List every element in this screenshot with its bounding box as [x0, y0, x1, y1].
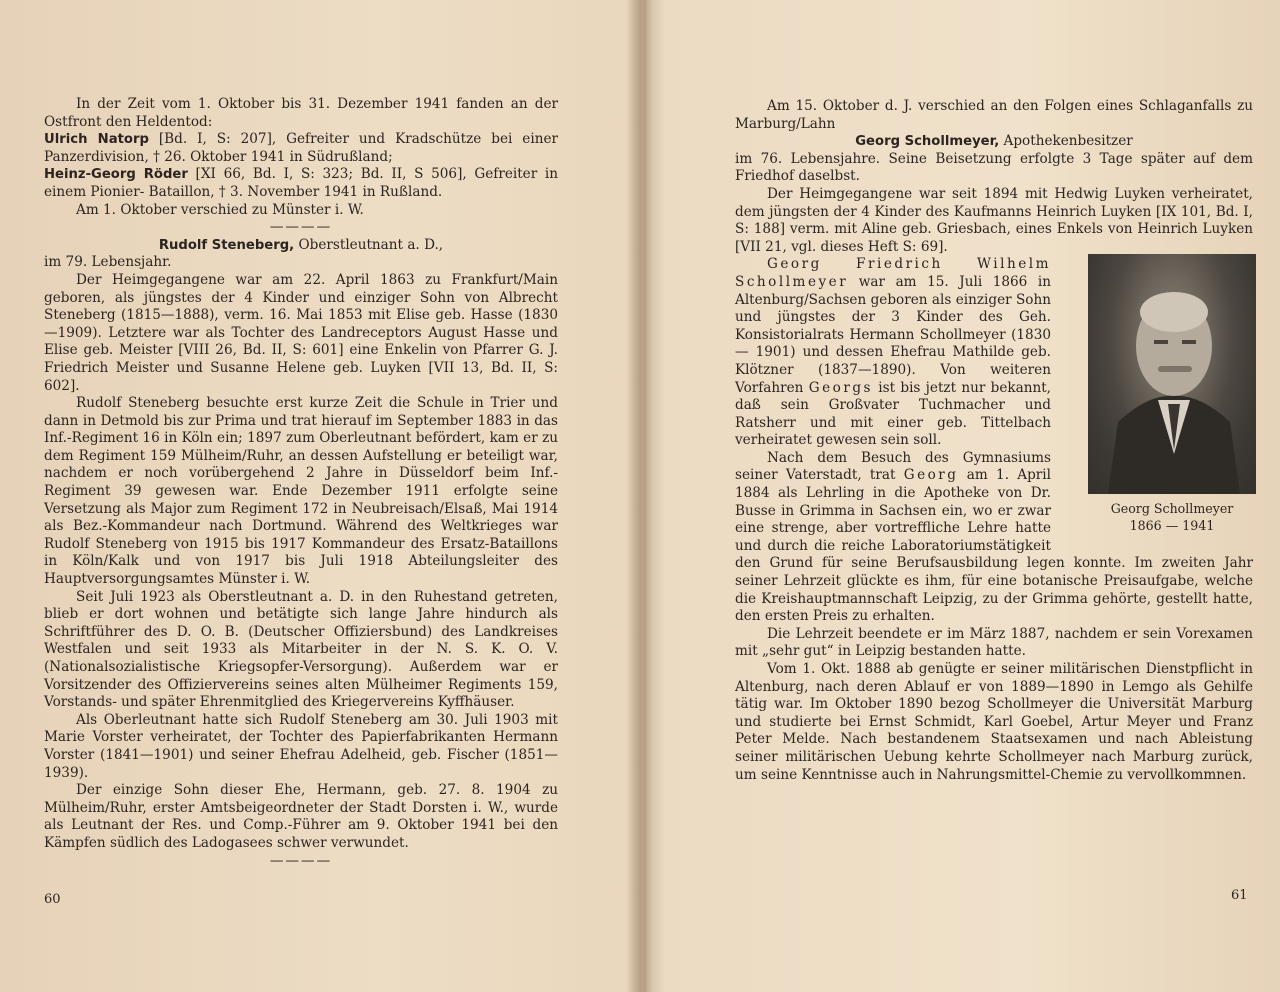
- section-rule: ————: [269, 219, 333, 236]
- fallen-entry: [44, 131, 558, 166]
- spaced-name: Georg: [903, 467, 959, 484]
- fallen-details: [XI 66, Bd. I, S: 323; Bd. II, S 506], Gefreiter in einem Pionier- Bataillon, † 3. November 1941 in Rußland.: [44, 166, 558, 200]
- fallen-details: [Bd. I, S: 207], Gefreiter und Kradschütze bei einer Panzerdivision, † 26. Oktober 1941 in Südrußland;: [44, 131, 558, 165]
- body-paragraph: Als Oberleutnant hatte sich Rudolf Steneberg am 30. Juli 1903 mit Marie Vorster verheiratet, der Tochter des Papierfabrikanten Hermann Vorster (1841—1901) und seiner Ehefrau Adelheid, geb. Fischer (1851—1939).: [44, 711, 558, 781]
- spaced-name: Georgs: [808, 379, 873, 396]
- body-paragraph: Seit Juli 1923 als Oberstleutnant a. D. in den Ruhestand getreten, blieb er dort wohnen und betätigte sich lange Jahre hindurch als Schriftführer des D. O. B. (Deutscher Offiziersbund) des Landkreises Westfalen und seit 1933 als Mitarbeiter in der N. S. K. O. V. (Nationalsozialistische Kriegsopfer-Versorgung). Außerdem war er Vorsitzender des Offiziervereins seines alten Mülheimer Regiments 159, Vorstands- und später Ehrenmitglied des Kriegervereins Kyffhäuser.: [44, 588, 558, 711]
- right-page: [645, 0, 1280, 992]
- fallen-name: Ulrich Natorp: [44, 132, 149, 148]
- body-paragraph: Vom 1. Okt. 1888 ab genügte er seiner militärischen Dienstpflicht in Altenburg, nach deren Ablauf er von 1889—1890 in Lemgo als Gehilfe tätig war. Im Oktober 1890 bezog Schollmeyer die Universität Marburg und studierte bei Ernst Schmidt, Karl Goebel, Artur Meyer und Franz Peter Melde. Nach bestandenem Staatsexamen und nach Ableistung seiner militärischen Uebung kehrte Schollmeyer nach Marburg zurück, um seine Kenntnisse auch in Nahrungsmittel-Chemie zu vervollkommnen.: [735, 661, 1253, 783]
- page-number: 61: [1231, 888, 1248, 903]
- deceased-title: Oberstleutnant a. D.,: [294, 236, 444, 253]
- intro-paragraph: In der Zeit vom 1. Oktober bis 31. Dezember 1941 fanden an der Ostfront den Heldentod:: [44, 96, 558, 130]
- body-text: Nach dem Besuch des Gymnasiums seiner Vaterstadt, trat: [735, 449, 1051, 484]
- spaced-name: Georg Friedrich Wilhelm Schollmeyer: [735, 256, 1051, 290]
- deceased-title: Apothekenbesitzer: [999, 133, 1133, 150]
- right-page-text: [735, 98, 1253, 784]
- left-page-text: [44, 96, 558, 870]
- portrait-figure: [1079, 254, 1265, 534]
- portrait-caption-name: Georg Schollmeyer: [1110, 501, 1234, 517]
- deceased-name: Georg Schollmeyer,: [855, 134, 1000, 150]
- death-notice-intro: Am 15. Oktober d. J. verschied an den Folgen eines Schlaganfalls zu Marburg/Lahn: [735, 98, 1253, 132]
- portrait-photo: [1088, 254, 1256, 494]
- section-rule: ————: [269, 852, 333, 869]
- body-paragraph: Die Lehrzeit beendete er im März 1887, nachdem er sein Vorexamen mit „sehr gut“ in Leipzig bestanden hatte.: [735, 625, 1253, 660]
- page-number: 60: [44, 892, 61, 907]
- body-text: war am 15. Juli 1866 in Altenburg/Sachsen geboren als einziger Sohn und jüngstes der 3 Kinder des Geh. Konsistorialrats Hermann Schollmeyer (1830 — 1901) und dessen Ehefrau Mathilde geb. Klötzner (1837—1890). Von weiteren Vorfahren: [735, 273, 1051, 396]
- fallen-entry: [44, 166, 558, 201]
- body-text: am 1. April 1884 als Lehrling in die Apotheke von Dr. Busse in Grimma in Sachsen ein, wo er zwar eine strenge, aber vortreffliche Lehre hatte und durch die reiche Laboratoriumstätigkeit den Grund für seine Berufsausbildung legen konnte. Im zweiten Jahr seiner Lehrzeit glückte es ihm, für eine botanische Preisaufgabe, welche die Kreishauptmannschaft Leipzig, zu der Grimma gehörte, gestellt hatte, den ersten Preis zu erhalten.: [735, 467, 1253, 625]
- body-paragraph: im 76. Lebensjahre. Seine Beisetzung erfolgte 3 Tage später auf dem Friedhof daselbst.: [735, 150, 1253, 185]
- body-paragraph: Der einzige Sohn dieser Ehe, Hermann, geb. 27. 8. 1904 zu Mülheim/Ruhr, erster Amtsbeigeordneter der Stadt Dorsten i. W., wurde als Leutnant der Res. und Comp.-Führer am 9. Oktober 1941 bei den Kämpfen südlich des Ladogasees schwer verwundet.: [44, 782, 558, 851]
- body-text: ist bis jetzt nur bekannt, daß sein Großvater Tuchmacher und Ratsherr und mit einer geb. Tittelbach verheiratet gewesen sein soll.: [735, 379, 1051, 449]
- body-paragraph: Rudolf Steneberg besuchte erst kurze Zeit die Schule in Trier und dann in Detmold bis zur Prima und trat hierauf im September 1883 in das Inf.-Regiment 16 in Köln ein; 1897 zum Oberleutnant befördert, kam er zu dem Regiment 159 Mülheim/Ruhr, an dessen Aufstellung er beteiligt war, nachdem er noch vorübergehend 2 Jahre in Düsseldorf beim Inf.-Regiment 39 gewesen war. Ende Dezember 1911 erfolgte seine Versetzung als Major zum Regiment 172 in Neubreisach/Elsaß, Mai 1914 als Bez.-Kommandeur nach Dortmund. Während des Weltkrieges war Rudolf Steneberg von 1915 bis 1917 Kommandeur des Ersatz-Bataillons in Köln/Kalk und von 1917 bis Juli 1918 Abteilungsleiter des Hauptversorgungsamtes Münster i. W.: [44, 395, 558, 588]
- death-notice-intro: Am 1. Oktober verschied zu Münster i. W.: [76, 201, 364, 218]
- portrait-caption-years: 1866 — 1941: [1129, 518, 1215, 534]
- deceased-name: Rudolf Steneberg,: [158, 237, 295, 253]
- body-paragraph: Der Heimgegangene war am 22. April 1863 zu Frankfurt/Main geboren, als jüngstes der 4 Kinder und einziger Sohn von Albrecht Steneberg (1815—1888), verm. 16. Mai 1853 mit Elise geb. Hasse (1830—1909). Letztere war als Tochter des Landreceptors August Hasse und Elise geb. Meister [VIII 26, Bd. II, S: 601] eine Enkelin von Pfarrer G. J. Friedrich Meister und Susanne Helene geb. Luyken [VII 13, Bd. II, S: 602].: [44, 271, 558, 394]
- deceased-heading: [735, 133, 1253, 151]
- fallen-name: Heinz-Georg Röder: [44, 167, 188, 183]
- portrait-illustration: [1088, 254, 1256, 494]
- age-line: im 79. Lebensjahr.: [44, 254, 172, 271]
- deceased-heading: [44, 237, 558, 255]
- photo-text-wrap: [735, 256, 1253, 625]
- body-paragraph: Der Heimgegangene war seit 1894 mit Hedwig Luyken verheiratet, dem jüngsten der 4 Kinder des Kaufmanns Heinrich Luyken [IX 101, Bd. I, S: 188] verm. mit Aline geb. Griesbach, eines Enkels von Heinrich Luyken [VII 21, vgl. dieses Heft S: 69].: [735, 185, 1253, 255]
